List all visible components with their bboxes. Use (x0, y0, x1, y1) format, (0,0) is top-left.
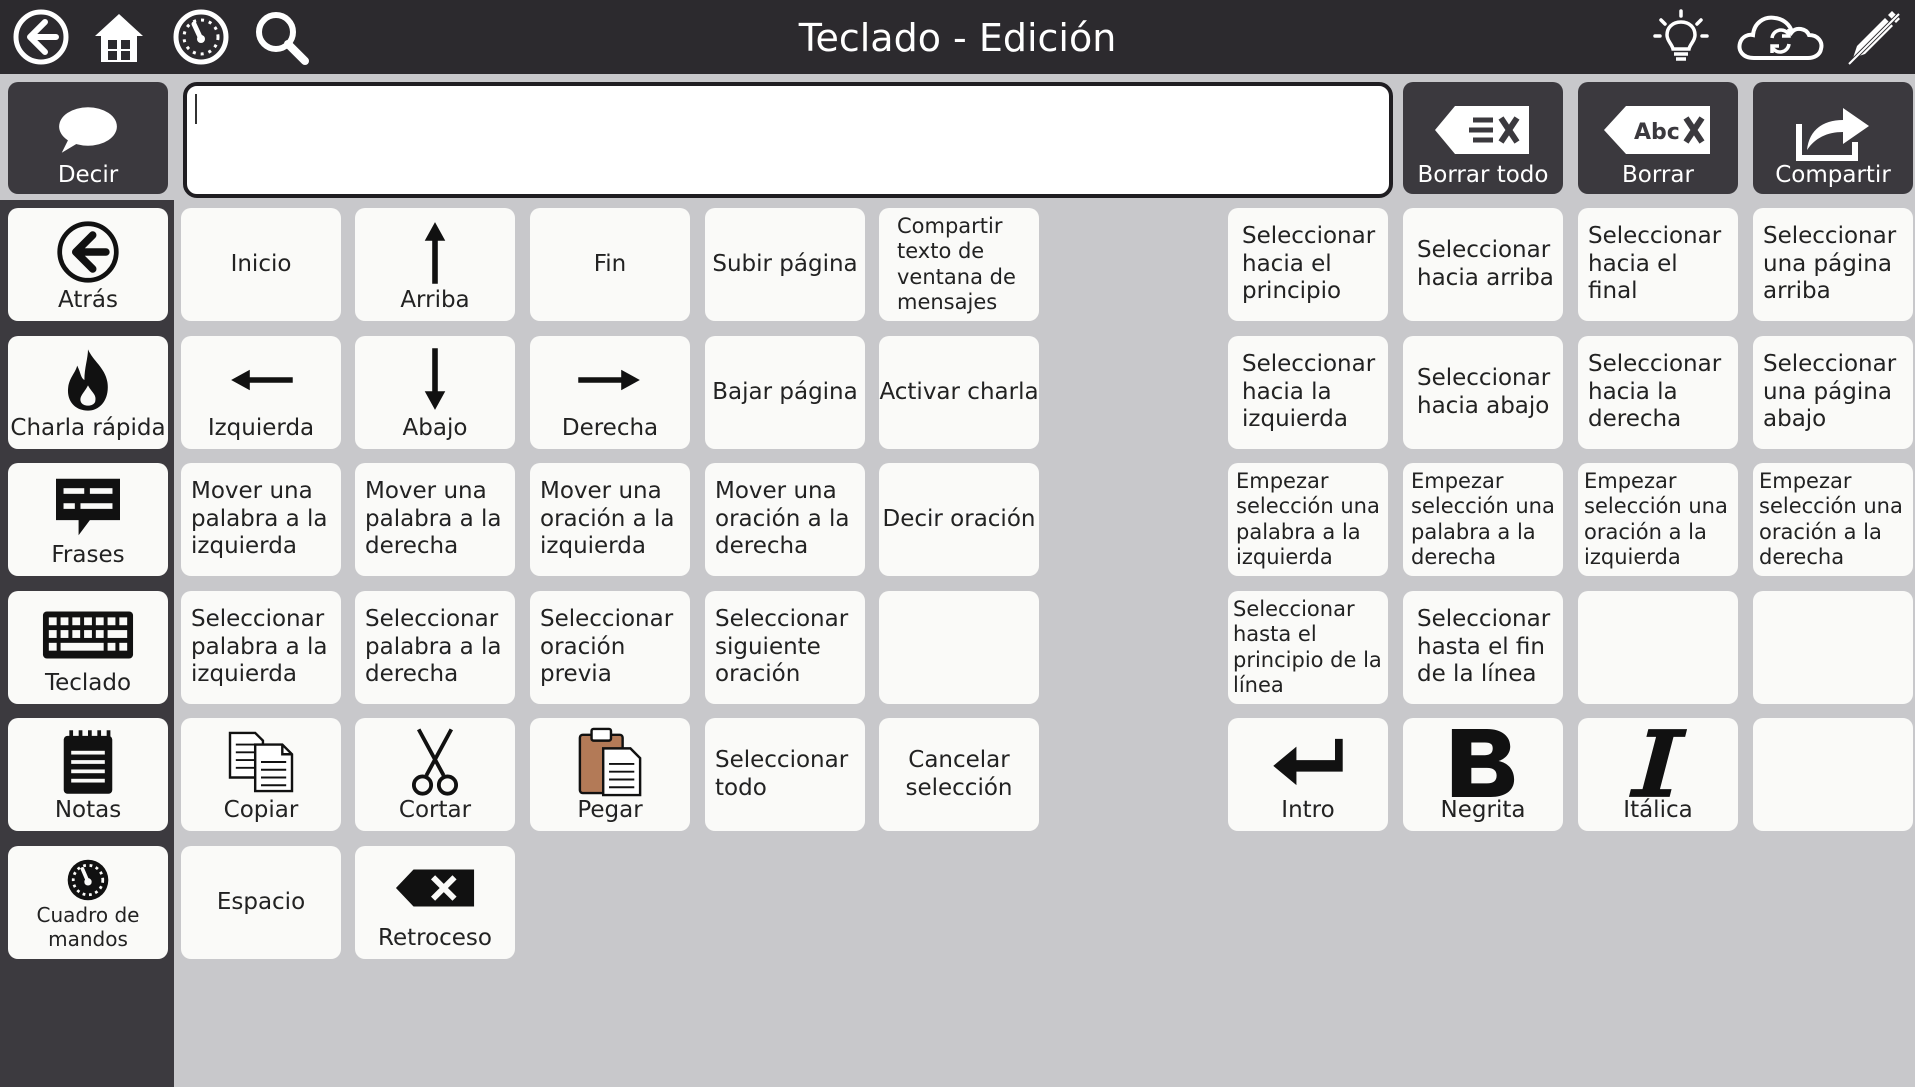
select-page-up-button[interactable]: Seleccionar una página arriba (1753, 208, 1913, 321)
up-arrow-label: Arriba (400, 287, 470, 314)
paste-button[interactable] (530, 718, 690, 831)
left-arrow-button[interactable] (181, 336, 341, 449)
backspace-button[interactable] (355, 846, 515, 959)
page-down-button[interactable]: Bajar página (705, 336, 865, 449)
arrow-down-icon (355, 342, 515, 418)
right-arrow-button[interactable] (530, 336, 690, 449)
speech-bubble-lines-icon (8, 469, 168, 545)
select-to-end-button[interactable]: Seleccionar hacia el final (1578, 208, 1738, 321)
lightbulb-icon[interactable] (1652, 8, 1710, 66)
bold-b-icon (1403, 724, 1563, 800)
select-word-right-button[interactable]: Seleccionar palabra a la derecha (355, 591, 515, 704)
text-caret (195, 94, 197, 124)
scissors-icon (355, 724, 515, 800)
move-word-left-button[interactable]: Mover una palabra a la izquierda (181, 463, 341, 576)
clear-all-label: Borrar todo (1417, 162, 1549, 188)
speak-sentence-button[interactable]: Decir oración (879, 463, 1039, 576)
speak-button[interactable] (8, 82, 168, 194)
sidebar-item-phrases[interactable] (8, 463, 168, 576)
move-sentence-right-button[interactable]: Mover una oración a la derecha (705, 463, 865, 576)
sidebar-item-quick-chat[interactable] (8, 336, 168, 449)
down-arrow-button[interactable] (355, 336, 515, 449)
speak-label: Decir (57, 162, 119, 188)
sidebar-item-label: Teclado (44, 670, 132, 697)
clear-all-button[interactable] (1403, 82, 1563, 194)
select-up-button[interactable]: Seleccionar hacia arriba (1403, 208, 1563, 321)
speech-bubble-icon (8, 90, 168, 170)
enter-return-icon (1228, 724, 1388, 800)
edit-pencil-icon[interactable] (1845, 8, 1903, 66)
share-button[interactable] (1753, 82, 1913, 194)
paste-label: Pegar (577, 797, 643, 824)
select-to-start-button[interactable]: Seleccionar hacia el principio (1228, 208, 1388, 321)
start-select-sentence-left-button[interactable]: Empezar selección una oración a la izquierda (1578, 463, 1738, 576)
cancel-selection-button[interactable]: Cancelar selección (879, 718, 1039, 831)
space-button[interactable]: Espacio (181, 846, 341, 959)
copy-button[interactable] (181, 718, 341, 831)
enter-label: Intro (1281, 797, 1335, 824)
start-select-word-right-button[interactable]: Empezar selección una palabra a la derecha (1403, 463, 1563, 576)
share-icon (1753, 90, 1913, 170)
cut-label: Cortar (398, 797, 472, 824)
select-all-button[interactable]: Seleccionar todo (705, 718, 865, 831)
select-next-sentence-button[interactable]: Seleccionar siguiente oración (705, 591, 865, 704)
clear-all-icon (1403, 90, 1563, 170)
backspace-icon (355, 858, 515, 918)
empty-cell[interactable] (1578, 591, 1738, 704)
activate-chat-button[interactable]: Activar charla (879, 336, 1039, 449)
copy-label: Copiar (223, 797, 299, 824)
paste-clipboard-icon (530, 724, 690, 800)
enter-button[interactable] (1228, 718, 1388, 831)
italic-button[interactable] (1578, 718, 1738, 831)
share-label: Compartir (1775, 162, 1891, 188)
copy-icon (181, 724, 341, 800)
italic-i-icon (1578, 724, 1738, 800)
italic-label: Itálica (1623, 797, 1693, 824)
start-select-word-left-button[interactable]: Empezar selección una palabra a la izquierda (1228, 463, 1388, 576)
empty-cell[interactable] (1753, 718, 1913, 831)
sidebar-item-dashboard[interactable] (8, 846, 168, 959)
arrow-right-icon (530, 342, 690, 418)
sidebar-item-keyboard[interactable] (8, 591, 168, 704)
select-previous-sentence-button[interactable]: Seleccionar oración previa (530, 591, 690, 704)
sidebar-item-label: Charla rápida (10, 415, 166, 442)
delete-abc-icon (1578, 90, 1738, 170)
select-to-line-start-button[interactable]: Seleccionar hasta el principio de la línea (1228, 591, 1388, 704)
back-arrow-icon (8, 214, 168, 290)
select-word-left-button[interactable]: Seleccionar palabra a la izquierda (181, 591, 341, 704)
page-up-button[interactable]: Subir página (705, 208, 865, 321)
notepad-icon (8, 724, 168, 800)
select-page-down-button[interactable]: Seleccionar una página abajo (1753, 336, 1913, 449)
right-arrow-label: Derecha (561, 415, 659, 442)
down-arrow-label: Abajo (402, 415, 468, 442)
delete-button[interactable] (1578, 82, 1738, 194)
share-message-text-button[interactable]: Compartir texto de ventana de mensajes (879, 208, 1039, 321)
empty-cell[interactable] (879, 591, 1039, 704)
svg-text:Abc: Abc (1634, 120, 1680, 145)
select-right-button[interactable]: Seleccionar hacia la derecha (1578, 336, 1738, 449)
arrow-up-icon (355, 214, 515, 290)
left-arrow-label: Izquierda (207, 415, 315, 442)
bold-button[interactable] (1403, 718, 1563, 831)
arrow-left-icon (181, 342, 341, 418)
up-arrow-button[interactable] (355, 208, 515, 321)
delete-label: Borrar (1622, 162, 1694, 188)
sidebar-item-back[interactable] (8, 208, 168, 321)
top-bar (0, 0, 1915, 74)
backspace-label: Retroceso (378, 925, 492, 952)
move-sentence-left-button[interactable]: Mover una oración a la izquierda (530, 463, 690, 576)
cloud-sync-icon[interactable] (1734, 8, 1826, 66)
message-text-field[interactable] (183, 82, 1393, 198)
home-key-button[interactable]: Inicio (181, 208, 341, 321)
start-select-sentence-right-button[interactable]: Empezar selección una oración a la derecha (1753, 463, 1913, 576)
sidebar-item-label: Notas (54, 797, 122, 824)
move-word-right-button[interactable]: Mover una palabra a la derecha (355, 463, 515, 576)
sidebar-item-notes[interactable] (8, 718, 168, 831)
keyboard-icon (8, 597, 168, 673)
sidebar-item-label: Frases (51, 542, 125, 569)
flame-icon (8, 342, 168, 418)
select-left-button[interactable]: Seleccionar hacia la izquierda (1228, 336, 1388, 449)
page-title: Teclado - Edición (798, 16, 1117, 60)
cut-button[interactable] (355, 718, 515, 831)
sidebar-item-label: Cuadro de mandos (36, 903, 140, 951)
end-key-button[interactable]: Fin (530, 208, 690, 321)
empty-cell[interactable] (1753, 591, 1913, 704)
select-down-button[interactable]: Seleccionar hacia abajo (1403, 336, 1563, 449)
dashboard-icon (8, 854, 168, 906)
select-to-line-end-button[interactable]: Seleccionar hasta el fin de la línea (1403, 591, 1563, 704)
sidebar-item-label: Atrás (58, 287, 118, 314)
bold-label: Negrita (1440, 797, 1526, 824)
